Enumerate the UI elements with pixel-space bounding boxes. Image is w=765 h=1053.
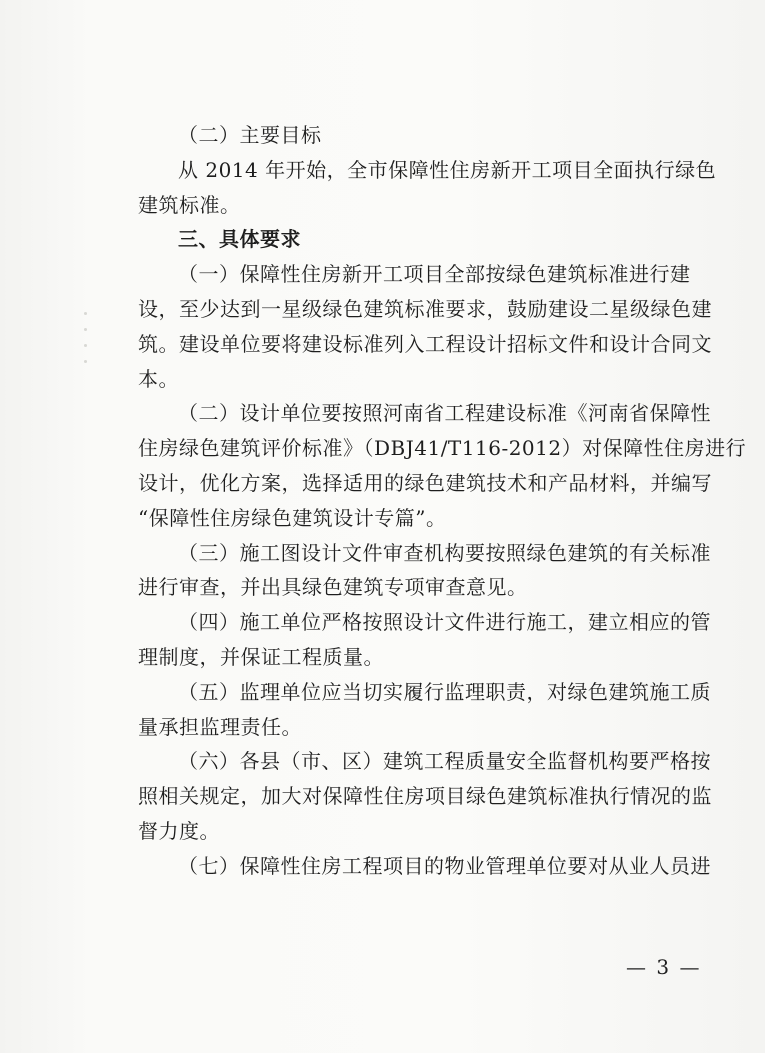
binding-hole-mark <box>84 312 87 315</box>
page-number: — 3 — <box>626 955 702 979</box>
text-line: 理制度，并保证工程质量。 <box>138 644 384 669</box>
text-line: （二）主要目标 <box>178 123 322 147</box>
binding-hole-mark <box>84 360 87 363</box>
text-line: （二）设计单位要按照河南省工程建设标准《河南省保障性 <box>178 401 711 426</box>
text-line: （四）施工单位严格按照设计文件进行施工，建立相应的管 <box>178 610 711 635</box>
text-line: （三）施工图设计文件审查机构要按照绿色建筑的有关标准 <box>178 540 711 565</box>
text-line: 本。 <box>138 366 179 391</box>
document-body <box>138 118 747 884</box>
text-line: 从 2014 年开始，全市保障性住房新开工项目全面执行绿色 <box>178 157 717 182</box>
text-line: 量承担监理责任。 <box>138 714 302 739</box>
text-line: 建筑标准。 <box>138 192 241 217</box>
text-line: 照相关规定，加大对保障性住房项目绿色建筑标准执行情况的监 <box>138 784 712 809</box>
text-line: 督力度。 <box>138 818 220 843</box>
binding-hole-mark <box>84 344 87 347</box>
binding-hole-mark <box>84 328 87 331</box>
text-line: 住房绿色建筑评价标准》（DBJ41/T116-2012）对保障性住房进行 <box>138 436 747 461</box>
text-line: （一）保障性住房新开工项目全部按绿色建筑标准进行建 <box>178 262 691 287</box>
section-heading: 三、具体要求 <box>178 227 301 252</box>
text-line: 设，至少达到一星级绿色建筑标准要求，鼓励建设二星级绿色建 <box>138 296 712 321</box>
text-line: （七）保障性住房工程项目的物业管理单位要对从业人员进 <box>178 853 711 878</box>
text-line: （六）各县（市、区）建筑工程质量安全监督机构要严格按 <box>178 749 711 774</box>
text-line: 筑。建设单位要将建设标准列入工程设计招标文件和设计合同文 <box>138 331 712 356</box>
text-line: 进行审查，并出具绿色建筑专项审查意见。 <box>138 575 528 600</box>
text-line: 设计，优化方案，选择适用的绿色建筑技术和产品材料，并编写 <box>138 470 712 495</box>
text-line: “保障性住房绿色建筑设计专篇”。 <box>138 505 447 530</box>
text-line: （五）监理单位应当切实履行监理职责，对绿色建筑施工质 <box>178 679 711 704</box>
